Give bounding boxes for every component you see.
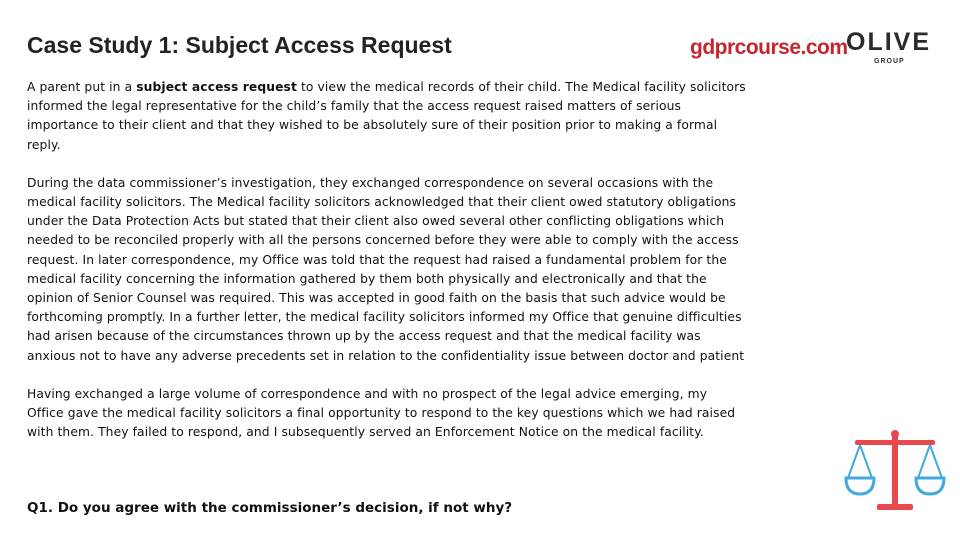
paragraph-enforcement: Having exchanged a large volume of correspondence and with no prospect of the legal advice emerging, my Office gave the medical facility solicitors a final opportunity to respond to the key questions which we had raised with them. They failed to respond, and I subsequently served an Enforcement Notice on the medical facility. <box>27 386 736 440</box>
paragraph-intro-after: to view the medical records of their child. The Medical facility solicitors informed the legal representative for the child’s family that the access request raised matters of serious importance to their client and that they wished to be absolutely sure of their position prior to making a formal reply. <box>27 80 746 152</box>
paragraph-investigation: During the data commissioner’s investigation, they exchanged correspondence on several occasions with the medical facility solicitors. The Medical facility solicitors acknowledged that their client owed statutory obligations under the Data Protection Acts but stated that their client also owed several other conflicting obligations which needed to be reconciled properly with all the persons concerned before they were able to comply with the access request. In later correspondence, my Office was told that the request had raised a fundamental problem for the medical facility concerning the information gathered by them both physically and electronically and that the opinion of Senior Counsel was required. This was accepted in good faith on the basis that such advice would be forthcoming promptly. In a further letter, the medical facility solicitors informed my Office that genuine difficulties had arisen because of the circumstances thrown up by the access request and that the medical facility was anxious not to have any adverse precedents set in relation to the confidentiality issue between doctor and patient <box>27 175 745 363</box>
slide-title: Case Study 1: Subject Access Request <box>27 32 452 58</box>
olive-logo-sub: GROUP <box>874 58 905 65</box>
brand-site-logo: gdprcourse.com <box>690 36 848 59</box>
olive-logo-name: OLIVE <box>846 28 932 56</box>
subject-access-request-term: subject access request <box>136 80 297 94</box>
paragraph-intro-before: A parent put in a <box>27 80 137 94</box>
case-study-body <box>27 78 747 461</box>
discussion-question: Q1. Do you agree with the commissioner’s decision, if not why? <box>27 500 513 516</box>
paragraph-intro <box>27 78 747 155</box>
scales-of-justice-icon <box>843 428 947 516</box>
olive-logo-icon <box>846 28 936 72</box>
